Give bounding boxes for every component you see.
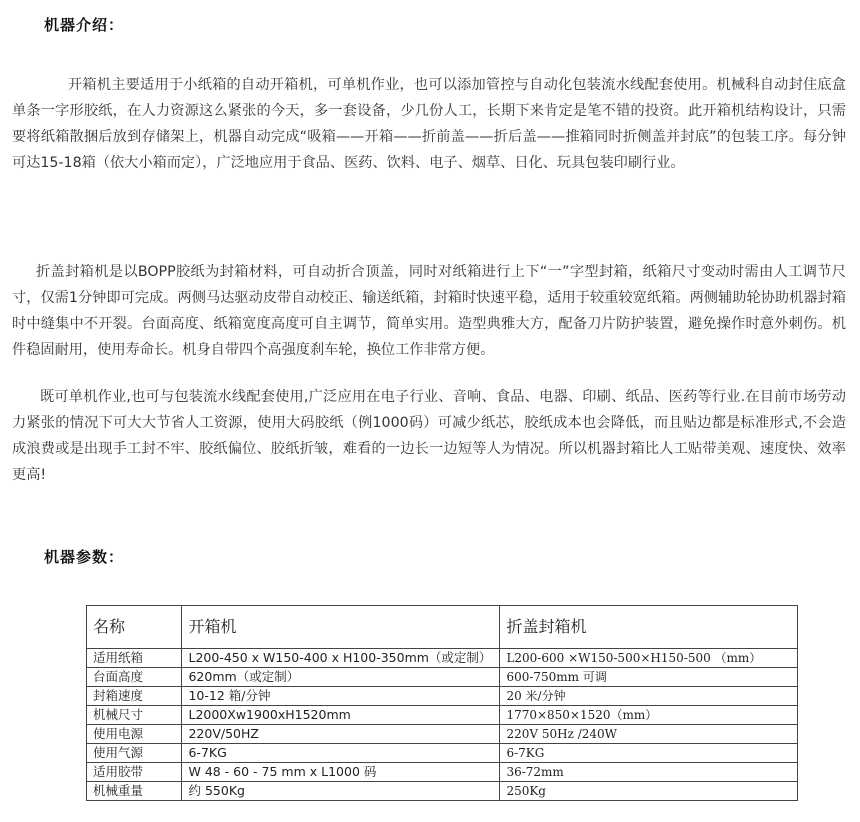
table-row — [87, 725, 798, 744]
intro-heading: 机器介绍： — [44, 16, 125, 34]
table-row — [87, 706, 798, 725]
table-row — [87, 649, 798, 668]
case-sealer-value: 250Kg — [500, 782, 798, 801]
row-label: 适用纸箱 — [87, 649, 182, 668]
row-label: 机械重量 — [87, 782, 182, 801]
box-erector-value: 10-12 箱/分钟 — [182, 687, 500, 706]
row-label: 封箱速度 — [87, 687, 182, 706]
table-row — [87, 744, 798, 763]
table-row — [87, 782, 798, 801]
intro-paragraph-3-text: 既可单机作业,也可与包装流水线配套使用,广泛应用在电子行业、音响、食品、电器、印刷、纸品、医药等行业.在目前市场劳动力紧张的情况下可大大节省人工资源，使用大码胶纸（例1000码）可减少纸芯，胶纸成本也会降低，而且贴边都是标准形式,不会造成浪费或是出现手工封不牢、胶纸偏位、胶纸折皱，难看的一边长一边短等人为情况。所以机器封箱比人工贴带美观、速度快、效率更高! — [12, 389, 846, 483]
intro-paragraph-1-text: 开箱机主要适用于小纸箱的自动开箱机，可单机作业，也可以添加管控与自动化包装流水线配套使用。机械科自动封住底盒单条一字形胶纸，在人力资源这么紧张的今天，多一套设备，少几份人工，长期下来肯定是笔不错的投资。此开箱机结构设计，只需要将纸箱散捆后放到存储架上，机器自动完成“吸箱——开箱——折前盖——折后盖——推箱同时折侧盖并封底”的包装工序。每分钟可达15-18箱（依大小箱而定），广泛地应用于食品、医药、饮料、电子、烟草、日化、玩具包装印刷行业。 — [12, 77, 846, 171]
box-erector-value: L2000Xw1900xH1520mm — [182, 706, 500, 725]
case-sealer-value: 1770×850×1520（mm） — [500, 706, 798, 725]
box-erector-value: 220V/50HZ — [182, 725, 500, 744]
params-heading: 机器参数： — [44, 548, 125, 566]
intro-paragraph-1 — [12, 72, 846, 176]
header-name: 名称 — [87, 606, 182, 649]
case-sealer-value: 20 米/分钟 — [500, 687, 798, 706]
intro-paragraph-2 — [12, 259, 846, 363]
intro-paragraph-3 — [12, 384, 846, 488]
box-erector-value: 6-7KG — [182, 744, 500, 763]
case-sealer-value: L200-600 ×W150-500×H150-500 （mm） — [500, 649, 798, 668]
case-sealer-value: 220V 50Hz /240W — [500, 725, 798, 744]
case-sealer-value: 6-7KG — [500, 744, 798, 763]
intro-paragraph-2-text: 折盖封箱机是以BOPP胶纸为封箱材料，可自动折合顶盖，同时对纸箱进行上下“一”字型封箱，纸箱尺寸变动时需由人工调节尺寸，仅需1分钟即可完成。两侧马达驱动皮带自动校正、输送纸箱，封箱时快速平稳，适用于较重较宽纸箱。两侧辅助轮协助机器封箱时中缝集中不开裂。台面高度、纸箱宽度高度可自主调节，简单实用。造型典雅大方，配备刀片防护装置，避免操作时意外刺伤。机件稳固耐用，使用寿命长。机身自带四个高强度刹车轮，换位工作非常方便。 — [12, 264, 846, 358]
row-label: 适用胶带 — [87, 763, 182, 782]
box-erector-value: 620mm（或定制） — [182, 668, 500, 687]
spec-table-header-row — [87, 606, 798, 649]
row-label: 台面高度 — [87, 668, 182, 687]
row-label: 机械尺寸 — [87, 706, 182, 725]
case-sealer-value: 36-72mm — [500, 763, 798, 782]
spec-table — [86, 605, 798, 801]
table-row — [87, 668, 798, 687]
box-erector-value: 约 550Kg — [182, 782, 500, 801]
box-erector-value: W 48 - 60 - 75 mm x L1000 码 — [182, 763, 500, 782]
box-erector-value: L200-450 x W150-400 x H100-350mm（或定制） — [182, 649, 500, 668]
header-case-sealer: 折盖封箱机 — [500, 606, 798, 649]
header-box-erector: 开箱机 — [182, 606, 500, 649]
case-sealer-value: 600-750mm 可调 — [500, 668, 798, 687]
table-row — [87, 763, 798, 782]
row-label: 使用气源 — [87, 744, 182, 763]
table-row — [87, 687, 798, 706]
row-label: 使用电源 — [87, 725, 182, 744]
